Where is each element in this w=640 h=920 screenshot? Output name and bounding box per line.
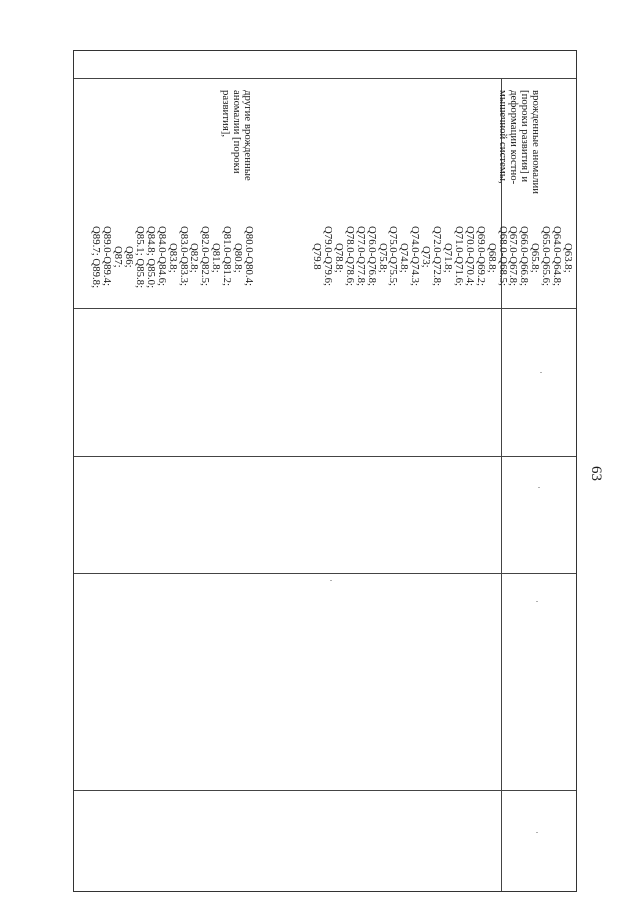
code-entry: Q73; [420, 246, 433, 268]
code-entry: Q75.8; [376, 243, 389, 273]
group-1-title [497, 90, 541, 194]
code-entry: Q72.0-Q72.8; [431, 226, 444, 286]
code-entry: Q68.0-Q68.5; [496, 226, 509, 286]
code-entry: Q83.0-Q83.3; [177, 226, 190, 286]
code-entry: Q63.8; [562, 243, 574, 273]
code-entry: Q89.7; Q89.8; [90, 226, 103, 289]
group-1-title-line: деформации костно- [508, 90, 521, 185]
code-entry: Q70.0-Q70.4; [463, 226, 476, 286]
scan-speck [538, 487, 540, 488]
code-entry: Q64.0-Q64.8; [551, 226, 564, 286]
scan-speck [330, 580, 332, 581]
code-entry: Q68.8; [485, 243, 498, 273]
code-entry: Q81.0-Q81.2; [221, 226, 234, 286]
page-number: 63 [588, 466, 604, 481]
code-entry: Q82.8; [188, 243, 201, 273]
group-1-title-line: мышечной системы, [497, 90, 510, 184]
code-entry: Q84.8; Q85.0; [144, 226, 157, 289]
group-2-title-line: другие врожденные [242, 90, 254, 181]
code-entry: Q77.0-Q77.8; [354, 226, 367, 286]
code-entry: Q71.8; [442, 243, 455, 273]
code-entry: Q65.8; [529, 243, 542, 273]
group-1-title-line: [пороки развития] и [519, 90, 532, 183]
code-entry: Q80.8; [232, 243, 245, 273]
code-entry: Q66.0-Q66.8; [518, 226, 531, 286]
code-entry: Q83.8; [166, 243, 179, 273]
code-entry: Q84.0-Q84.6; [155, 226, 168, 286]
code-entry: Q78.8; [332, 243, 345, 273]
code-entry: Q80.0-Q80.4; [243, 226, 255, 286]
scan-speck [536, 832, 538, 833]
code-entry: Q89.0-Q89.4; [101, 226, 114, 286]
group-1-title-line: врожденные аномалии [530, 90, 542, 195]
code-entry: Q65.0-Q65.6; [540, 226, 553, 286]
code-entry: Q69.0-Q69.2; [474, 226, 487, 286]
group-2-title-line: развития], [220, 90, 233, 138]
code-entry: Q86; [123, 246, 136, 268]
code-entry: Q78.0-Q78.6; [343, 226, 356, 286]
code-entry: Q79.8 [311, 243, 324, 270]
code-entry: Q76.0-Q76.8; [365, 226, 378, 286]
code-entry: Q75.0-Q75.5; [387, 226, 400, 286]
code-entry: Q85.1; Q85.8; [133, 226, 146, 289]
code-entry: Q74.8; [398, 243, 411, 273]
code-entry: Q81.8; [210, 243, 223, 273]
scan-speck [540, 372, 542, 373]
code-entry: Q87; [112, 246, 125, 268]
code-entry: Q71.0-Q71.6; [452, 226, 465, 286]
group-2-title [220, 90, 253, 181]
group-1-codes [311, 226, 573, 286]
code-entry: Q82.0-Q82.5; [199, 226, 212, 286]
code-entry: Q79.0-Q79.6; [322, 226, 335, 286]
group-2-codes [90, 226, 254, 288]
scan-speck [536, 601, 538, 602]
table-divider-vertical [501, 78, 502, 891]
code-entry: Q67.0-Q67.8; [507, 226, 520, 286]
group-2-title-line: аномалии [пороки [231, 90, 244, 174]
code-entry: Q74.0-Q74.3; [409, 226, 422, 286]
